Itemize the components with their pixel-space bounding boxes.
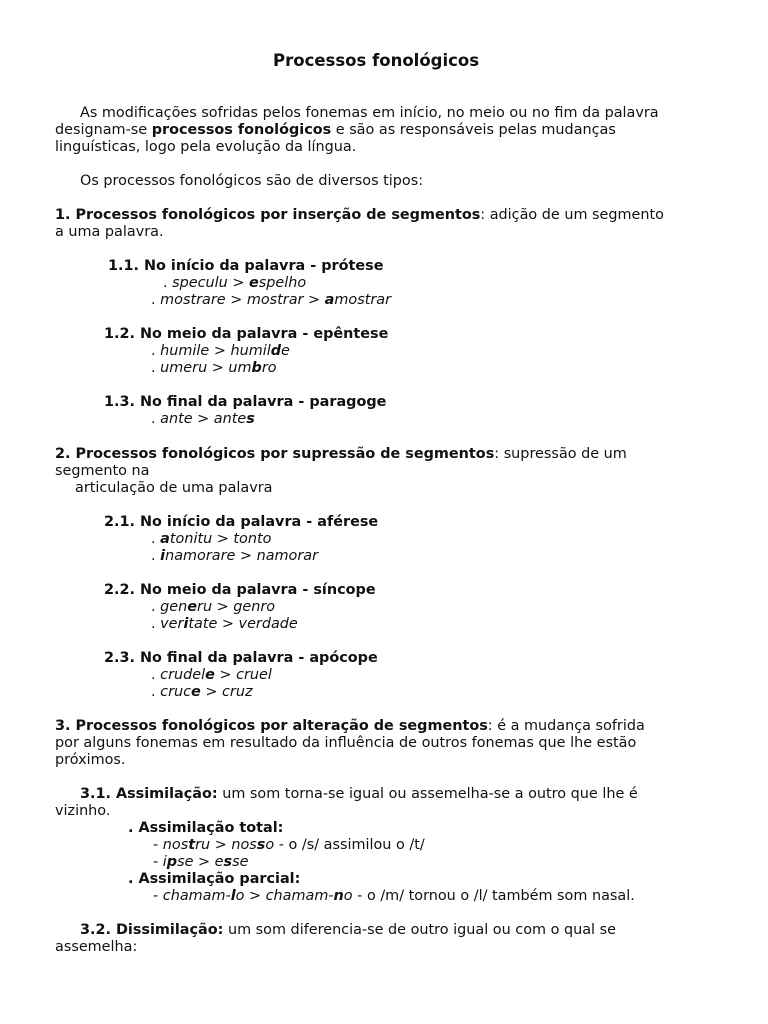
intro-line-2: designam-se processos fonológicos e são as responsáveis pelas mudanças: [55, 122, 616, 138]
subsection-3-2: 3.2. Dissimilação: um som diferencia-se de outro igual ou com o qual se: [80, 922, 616, 938]
example-1-3-1: . ante > antes: [151, 411, 255, 427]
section-3-heading: 3. Processos fonológicos por alteração de segmentos: é a mudança sofrida: [55, 718, 645, 734]
example-2-1-2: . inamorare > namorar: [151, 548, 318, 564]
section-2-desc-cont: articulação de uma palavra: [75, 480, 273, 496]
section-2-desc: segmento na: [55, 463, 150, 479]
subsection-2-2: 2.2. No meio da palavra - síncope: [104, 582, 376, 598]
section-1-heading: 1. Processos fonológicos por inserção de segmentos: adição de um segmento: [55, 207, 664, 223]
subsection-3-2-cont: assemelha:: [55, 939, 138, 955]
example-2-2-2: . veritate > verdade: [151, 616, 298, 632]
section-3-desc-cont: próximos.: [55, 752, 126, 768]
assimilation-total-example-2: - ipse > esse: [153, 854, 249, 870]
section-3-desc: por alguns fonemas em resultado da influência de outros fonemas que lhe estão: [55, 735, 637, 751]
example-1-1-1: . speculu > espelho: [163, 275, 307, 291]
example-2-2-1: . generu > genro: [151, 599, 276, 615]
assimilation-partial-heading: . Assimilação parcial:: [128, 871, 301, 887]
section-1-desc: a uma palavra.: [55, 224, 164, 240]
example-1-1-2: . mostrare > mostrar > amostrar: [151, 292, 391, 308]
example-2-3-2: . cruce > cruz: [151, 684, 253, 700]
intro-line-3: linguísticas, logo pela evolução da língua.: [55, 139, 357, 155]
subsection-1-3: 1.3. No final da palavra - paragoge: [104, 394, 387, 410]
section-2-heading: 2. Processos fonológicos por supressão de segmentos: supressão de um: [55, 446, 627, 462]
subsection-3-1-cont: vizinho.: [55, 803, 111, 819]
example-2-3-1: . crudele > cruel: [151, 667, 272, 683]
subsection-1-2: 1.2. No meio da palavra - epêntese: [104, 326, 389, 342]
subsection-2-1: 2.1. No início da palavra - aférese: [104, 514, 379, 530]
assimilation-total-example-1: - nostru > nosso - o /s/ assimilou o /t/: [153, 837, 425, 853]
assimilation-total-heading: . Assimilação total:: [128, 820, 284, 836]
example-2-1-1: . atonitu > tonto: [151, 531, 272, 547]
subsection-1-1: 1.1. No início da palavra - prótese: [108, 258, 384, 274]
example-1-2-2: . umeru > umbro: [151, 360, 277, 376]
intro-line-1: As modificações sofridas pelos fonemas em início, no meio ou no fim da palavra: [80, 105, 659, 121]
types-line: Os processos fonológicos são de diversos tipos:: [80, 173, 424, 189]
assimilation-partial-example-1: - chamam-lo > chamam-no - o /m/ tornou o /l/ também som nasal.: [153, 888, 635, 904]
subsection-3-1: 3.1. Assimilação: um som torna-se igual ou assemelha-se a outro que lhe é: [80, 786, 638, 802]
subsection-2-3: 2.3. No final da palavra - apócope: [104, 650, 378, 666]
page-title: Processos fonológicos: [273, 51, 480, 70]
example-1-2-1: . humile > humilde: [151, 343, 290, 359]
